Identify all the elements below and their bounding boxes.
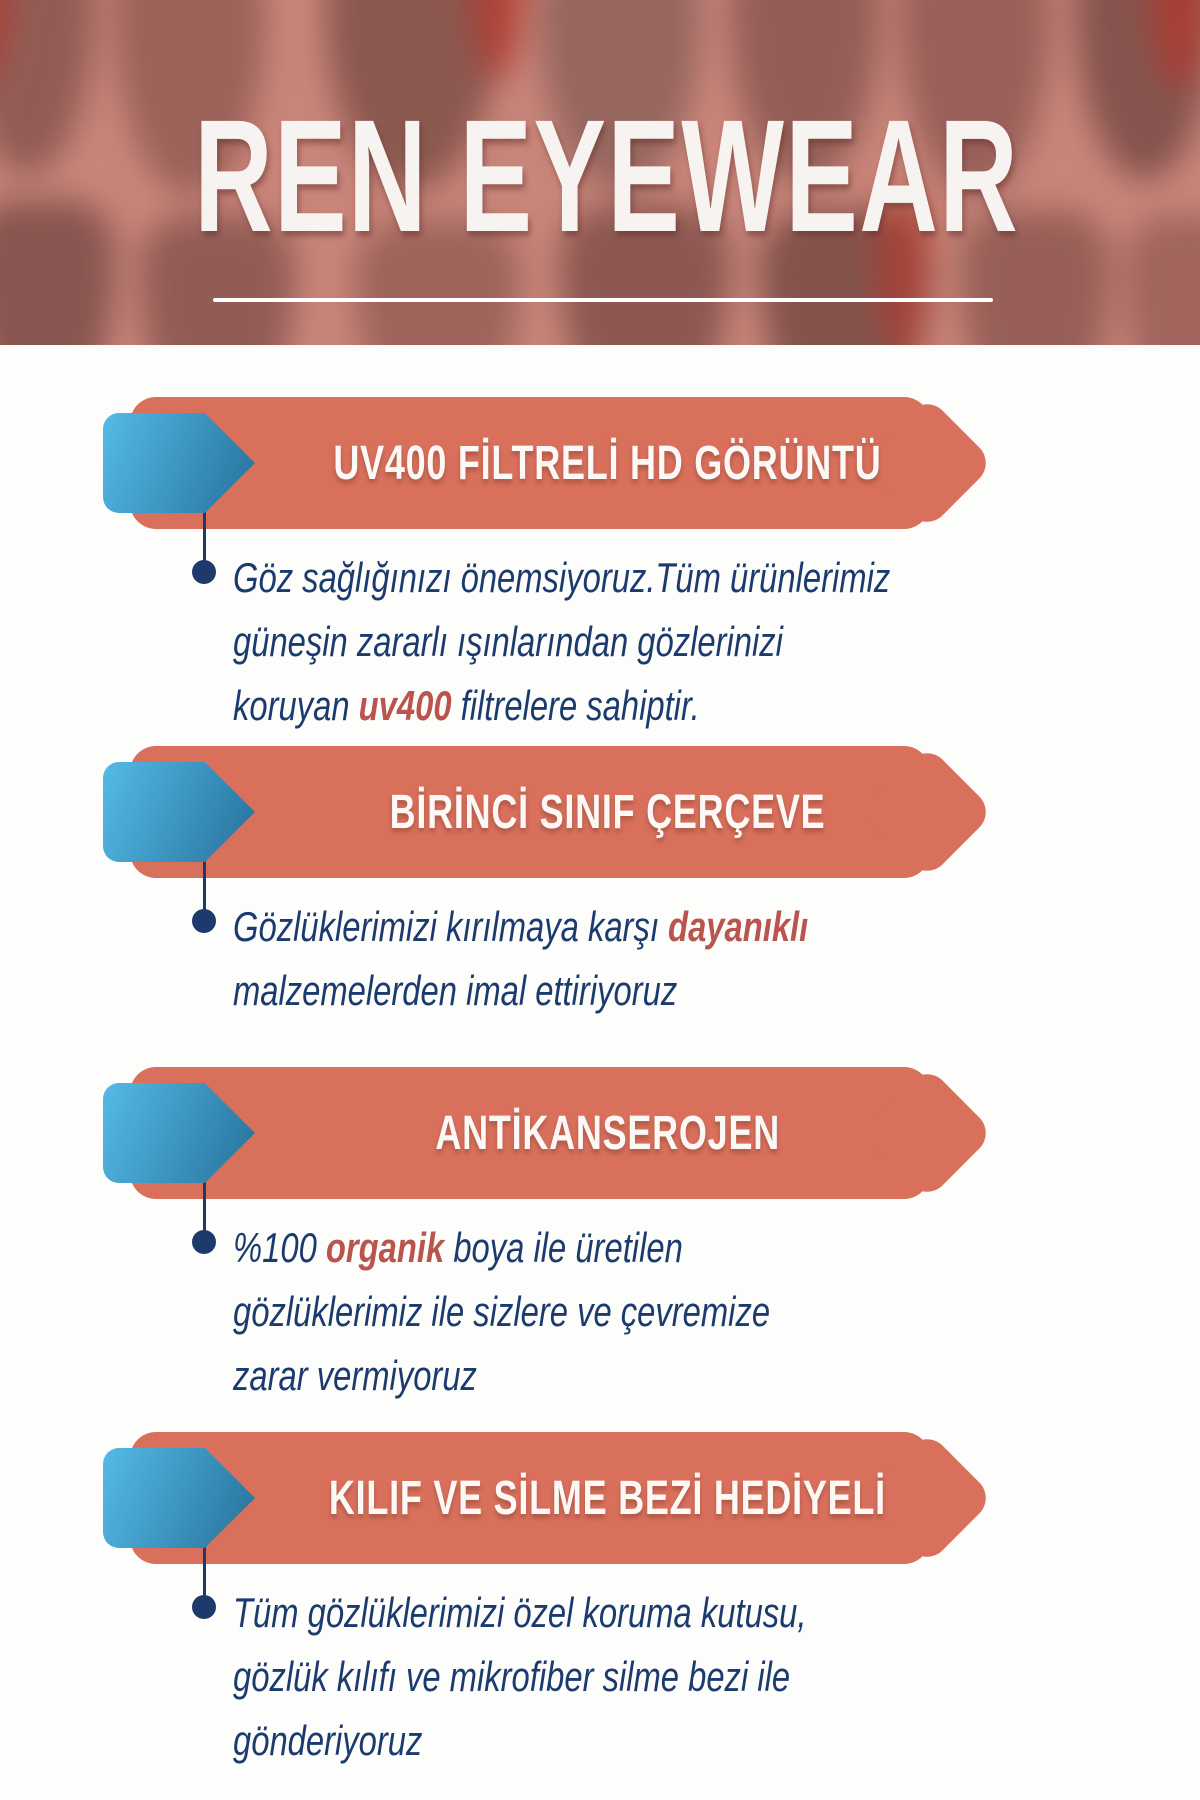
bullet-dot-icon (192, 909, 216, 933)
section-title-text: UV400 FİLTRELİ HD GÖRÜNTÜ (333, 436, 882, 490)
section-title (280, 746, 935, 878)
description-line: güneşin zararlı ışınlarından gözlerinizi (233, 618, 783, 665)
description-line: Göz sağlığınızı önemsiyoruz.Tüm ürünlerimiz (233, 554, 891, 601)
header-banner (0, 0, 1200, 345)
section-title (280, 1067, 935, 1199)
section-title-text: BİRİNCİ SINIF ÇERÇEVE (389, 785, 826, 839)
section-banner (130, 1432, 995, 1564)
description-line: Gözlüklerimizi kırılmaya karşı dayanıklı (233, 903, 809, 950)
section-banner (130, 397, 995, 529)
highlight-text: organik (325, 1224, 445, 1271)
highlight-text: uv400 (358, 682, 452, 729)
section-title (280, 1432, 935, 1564)
highlight-text: dayanıklı (668, 903, 809, 950)
bullet-dot-icon (192, 1595, 216, 1619)
section-title (280, 397, 935, 529)
description-line: gözlüklerimiz ile sizlere ve çevremize (233, 1288, 771, 1335)
section-description (233, 895, 987, 1023)
description-line: malzemelerden imal ettiriyoruz (233, 967, 678, 1014)
description-line: gönderiyoruz (233, 1717, 423, 1764)
sections (0, 345, 1200, 1773)
section-title-text: ANTİKANSEROJEN (435, 1106, 780, 1160)
section-description (233, 1581, 987, 1773)
section-description (233, 1216, 987, 1408)
feature-section (0, 746, 1200, 1023)
feature-section (0, 1432, 1200, 1773)
section-description (233, 546, 987, 738)
feature-section (0, 397, 1200, 738)
description-line: Tüm gözlüklerimizi özel koruma kutusu, (233, 1589, 807, 1636)
description-line: gözlük kılıfı ve mikrofiber silme bezi ile (233, 1653, 791, 1700)
brand-underline (213, 298, 993, 302)
description-line: koruyan uv400 filtrelere sahiptir. (233, 682, 700, 729)
section-banner (130, 746, 995, 878)
feature-section (0, 1067, 1200, 1408)
brand-title: REN EYEWEAR (194, 86, 1020, 265)
description-line: zarar vermiyoruz (233, 1352, 477, 1399)
description-line: %100 organik boya ile üretilen (233, 1224, 683, 1271)
bullet-dot-icon (192, 560, 216, 584)
section-title-text: KILIF VE SİLME BEZİ HEDİYELİ (328, 1471, 887, 1525)
bullet-dot-icon (192, 1230, 216, 1254)
section-banner (130, 1067, 995, 1199)
